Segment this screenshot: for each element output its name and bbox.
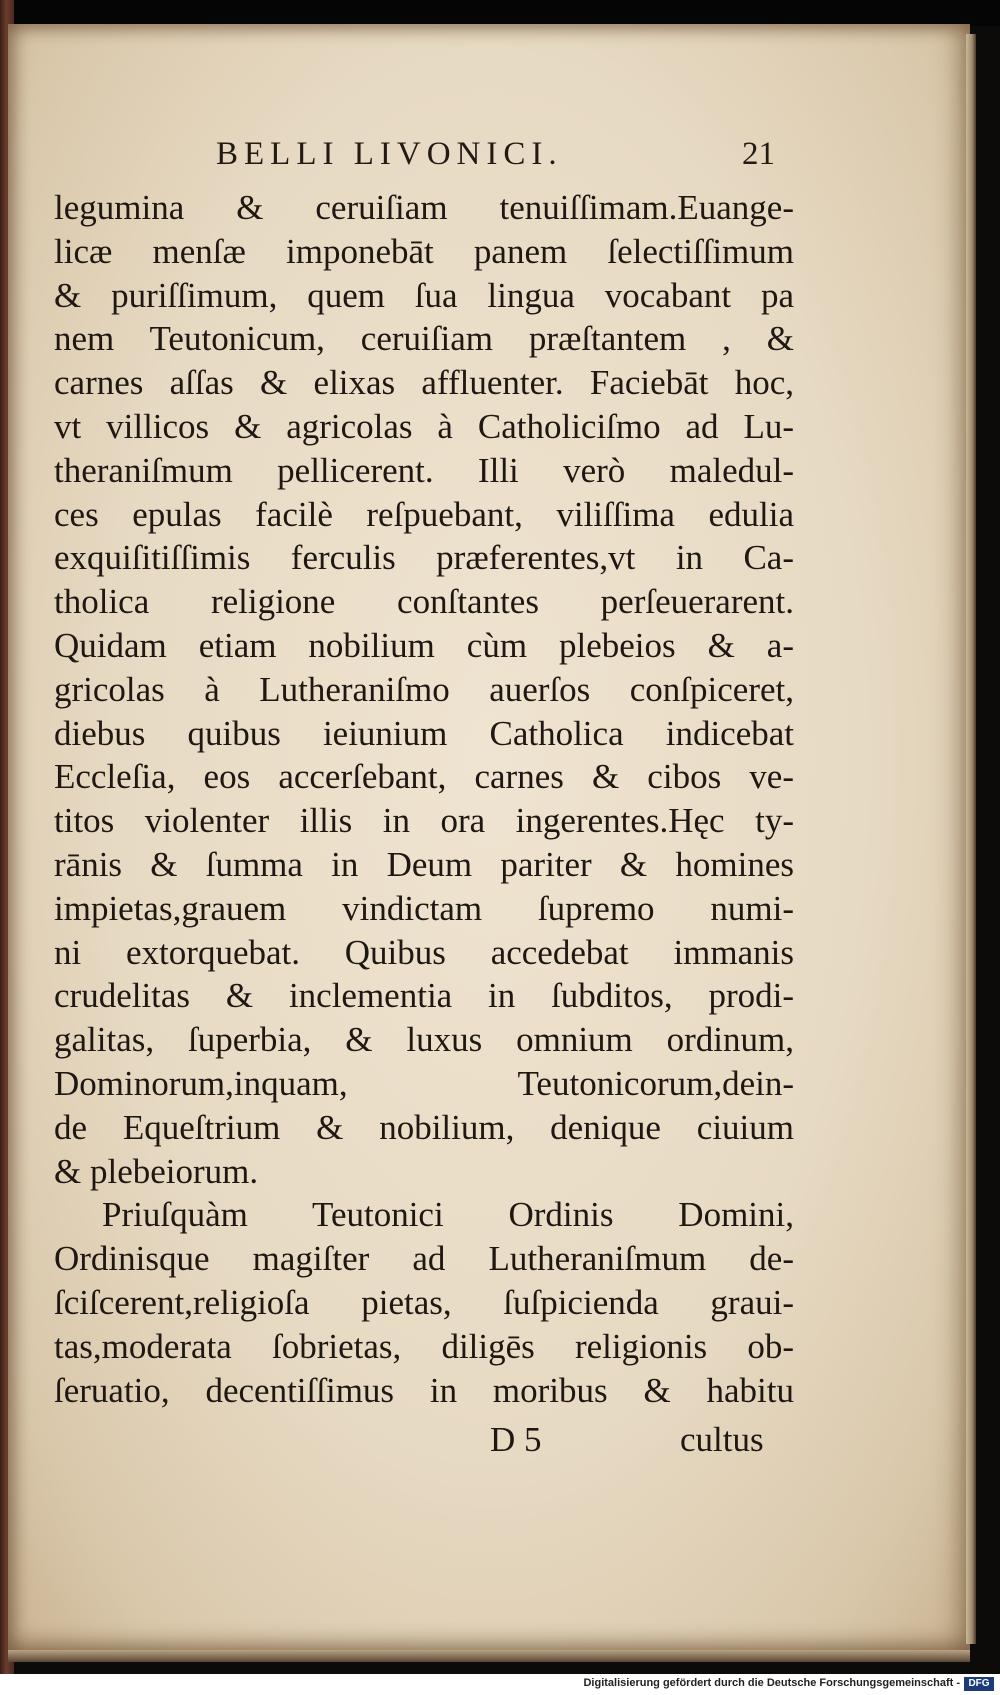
text-line: gricolas à Lutheraniſmo auerſos conſpiceret, <box>54 669 794 709</box>
text-line: Ordinisque magiſter ad Lutheraniſmum de- <box>54 1239 794 1279</box>
page-foot <box>8 1420 970 1464</box>
catchword: cultus <box>680 1420 764 1459</box>
page-number: 21 <box>742 136 775 172</box>
text-line: carnes aſſas & elixas affluenter. Faciebāt hoc, <box>54 363 794 403</box>
book-page <box>8 24 970 1652</box>
paragraph-start-line: Priuſquàm Teutonici Ordinis Domini, <box>102 1195 794 1235</box>
dfg-logo-icon: DFG <box>964 1677 994 1691</box>
text-line: vt villicos & agricolas à Catholiciſmo ad Lu- <box>54 406 794 446</box>
signature-mark: D 5 <box>490 1420 542 1459</box>
text-line: galitas, ſuperbia, & luxus omnium ordinum, <box>54 1020 794 1060</box>
page-bottom-edge <box>8 1650 970 1662</box>
page-edge <box>966 34 976 1644</box>
text-line: nem Teutonicum, ceruiſiam præſtantem , & <box>54 319 794 359</box>
running-head <box>8 136 970 182</box>
text-line: de Equeſtrium & nobilium, denique ciuium <box>54 1107 794 1147</box>
text-line: Dominorum,inquam, Teutonicorum,dein- <box>54 1063 794 1103</box>
text-line: crudelitas & inclementia in ſubditos, prodi- <box>54 976 794 1016</box>
scan-background-top <box>0 0 1000 26</box>
text-line: licæ menſæ imponebāt panem ſelectiſſimum <box>54 231 794 271</box>
text-line: titos violenter illis in ora ingerentes.Hęc ty- <box>54 801 794 841</box>
text-block <box>54 186 794 1412</box>
text-line: impietas,grauem vindictam ſupremo numi- <box>54 888 794 928</box>
text-line: ſeruatio, decentiſſimus in moribus & habitu <box>54 1370 794 1410</box>
text-line: exquiſitiſſimis ferculis præferentes,vt in Ca- <box>54 538 794 578</box>
text-line: & puriſſimum, quem ſua lingua vocabant pa <box>54 275 794 315</box>
text-line: theraniſmum pellicerent. Illi verò maledul- <box>54 450 794 490</box>
paragraph-end-line: & plebeiorum. <box>54 1151 259 1191</box>
footer-credit: Digitalisierung gefördert durch die Deutsche Forschungsgemeinschaft - <box>583 1677 960 1689</box>
text-line: tas,moderata ſobrietas, diligēs religionis ob- <box>54 1326 794 1366</box>
text-line: Eccleſia, eos accerſebant, carnes & cibos ve- <box>54 757 794 797</box>
text-line: legumina & ceruiſiam tenuiſſimam.Euange- <box>54 188 794 227</box>
digitization-footer <box>0 1674 1000 1695</box>
running-head-title: BELLI LIVONICI. <box>216 136 563 172</box>
text-line: ſciſcerent,religioſa pietas, ſuſpicienda graui- <box>54 1282 794 1322</box>
text-line: ces epulas facilè reſpuebant, viliſſima edulia <box>54 494 794 534</box>
text-line: ni extorquebat. Quibus accedebat immanis <box>54 932 794 972</box>
text-line: rānis & ſumma in Deum pariter & homines <box>54 844 794 884</box>
text-line: Quidam etiam nobilium cùm plebeios & a- <box>54 625 794 665</box>
text-line: tholica religione conſtantes perſeuerarent. <box>54 582 794 622</box>
text-line: diebus quibus ieiunium Catholica indicebat <box>54 713 794 753</box>
